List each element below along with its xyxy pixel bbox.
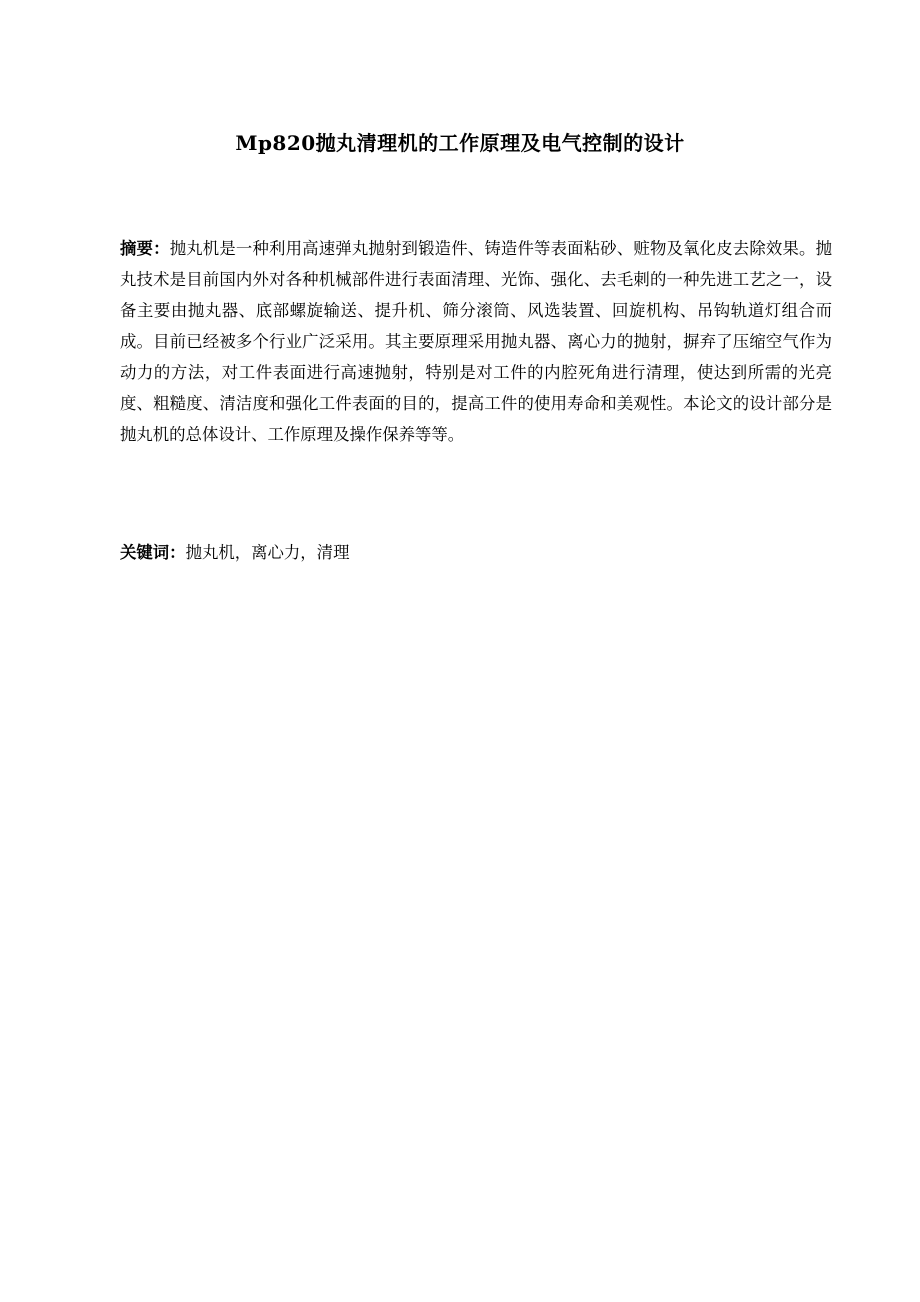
keywords-text: 抛丸机，离心力，清理: [185, 543, 350, 562]
abstract-label: 摘要：: [120, 239, 170, 258]
document-title: Mp820抛丸清理机的工作原理及电气控制的设计: [235, 131, 685, 155]
keywords-label: 关键词：: [120, 543, 186, 562]
keywords-paragraph: [120, 537, 832, 568]
abstract-text: 抛丸机是一种利用高速弹丸抛射到锻造件、铸造件等表面粘砂、赃物及氧化皮去除效果。抛丸技术是目前国内外对各种机械部件进行表面清理、光饰、强化、去毛刺的一种先进工艺之一，设备主要由抛丸器、底部螺旋输送、提升机、筛分滚筒、风选装置、回旋机构、吊钩轨道灯组合而成。目前已经被多个行业广泛采用。其主要原理采用抛丸器、离心力的抛射，摒弃了压缩空气作为动力的方法，对工件表面进行高速抛射，特别是对工件的内腔死角进行清理，使达到所需的光亮度、粗糙度、清洁度和强化工件表面的目的，提高工件的使用寿命和美观性。本论文的设计部分是抛丸机的总体设计、工作原理及操作保养等等。: [120, 239, 832, 444]
abstract-paragraph: [120, 233, 832, 450]
